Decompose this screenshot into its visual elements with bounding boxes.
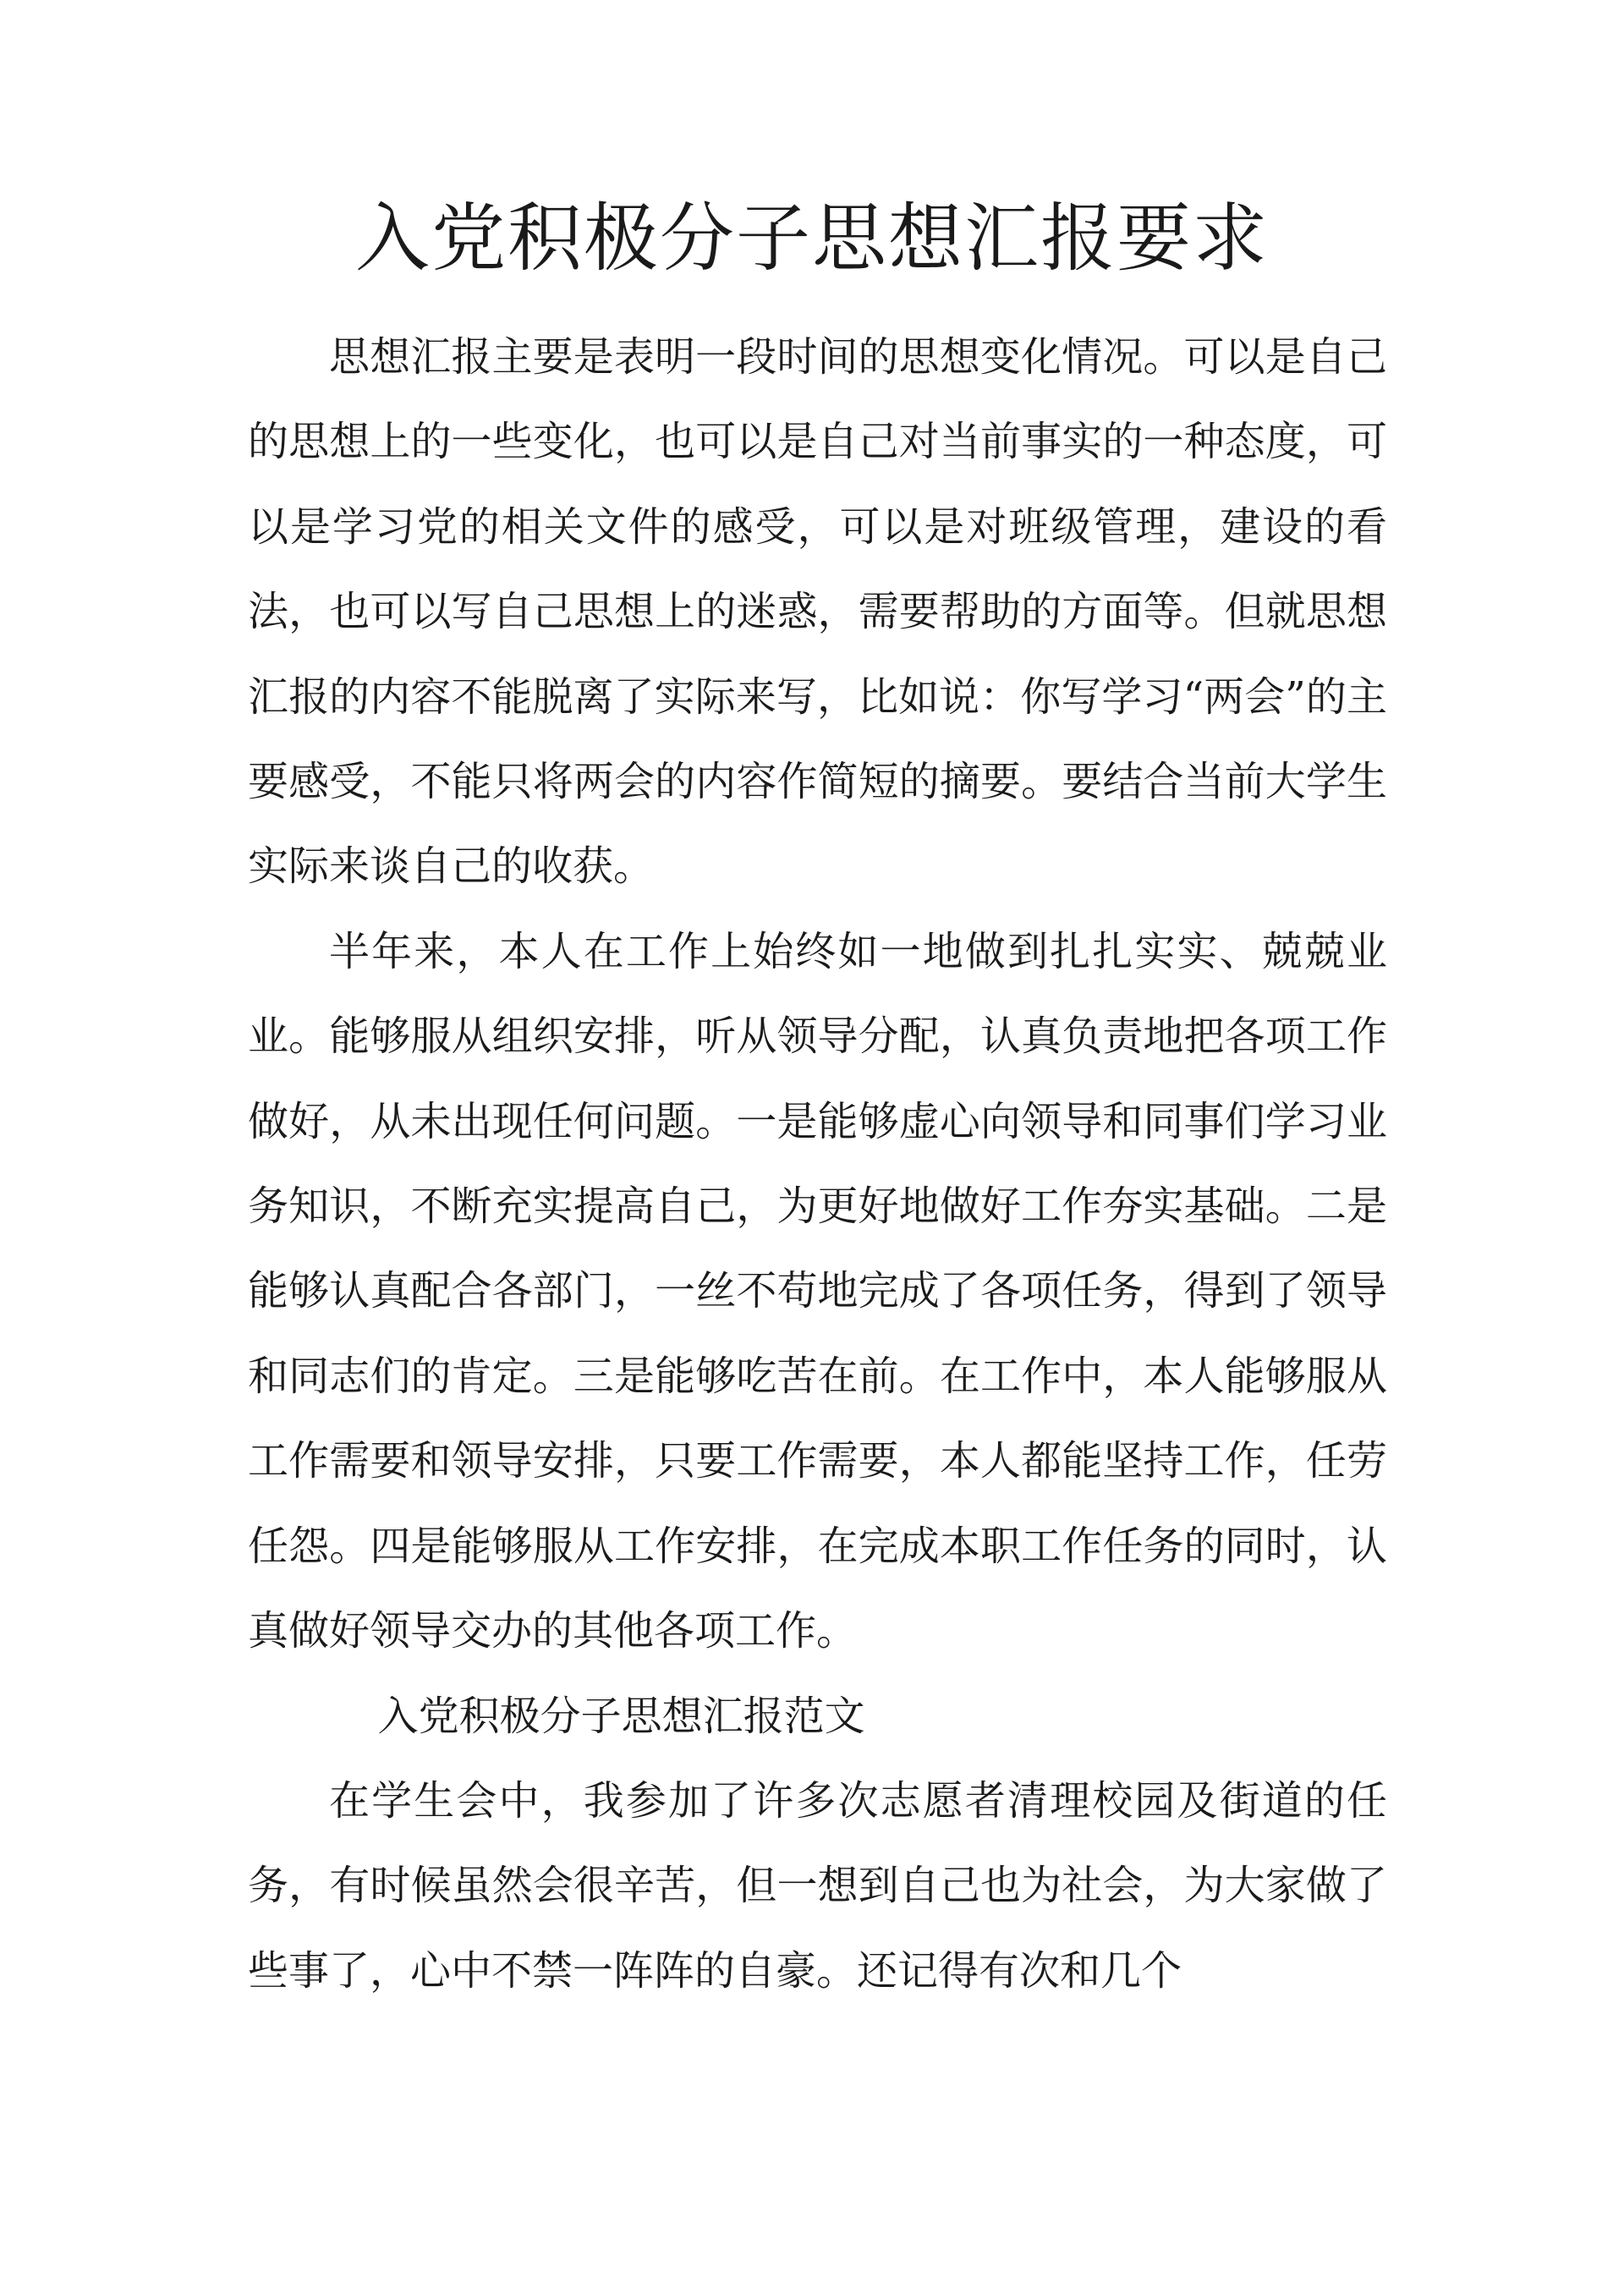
paragraph-requirements: 思想汇报主要是表明一段时间的思想变化情况。可以是自己的思想上的一些变化，也可以是自己对当前事实的一种态度，可以是学习党的相关文件的感受，可以是对班级管理，建设的看法，也可以写自己思想上的迷惑，需要帮助的方面等。但就思想汇报的内容不能脱离了实际来写，比如说：你写学习“两会”的主要感受，不能只将两会的内容作简短的摘要。要结合当前大学生实际来谈自己的收获。 bbox=[248, 333, 1387, 891]
document-title: 入党积极分子思想汇报要求 bbox=[354, 195, 1269, 282]
paragraph-sample: 在学生会中，我参加了许多次志愿者清理校园及街道的任务，有时候虽然会很辛苦，但一想到自己也为社会，为大家做了些事了，心中不禁一阵阵的自豪。还记得有次和几个 bbox=[248, 1776, 1387, 1995]
section-heading: 入党积极分子思想汇报范文 bbox=[377, 1692, 865, 1740]
document-body bbox=[248, 315, 1387, 2013]
paragraph-work-summary: 半年来，本人在工作上始终如一地做到扎扎实实、兢兢业业。能够服从组织安排，听从领导分配，认真负责地把各项工作做好，从未出现任何问题。一是能够虚心向领导和同事们学习业务知识，不断充实提高自己，为更好地做好工作夯实基础。二是能够认真配合各部门，一丝不苟地完成了各项任务，得到了领导和同志们的肯定。三是能够吃苦在前。在工作中，本人能够服从工作需要和领导安排，只要工作需要，本人都能坚持工作，任劳任怨。四是能够服从工作安排，在完成本职工作任务的同时，认真做好领导交办的其他各项工作。 bbox=[248, 927, 1387, 1655]
